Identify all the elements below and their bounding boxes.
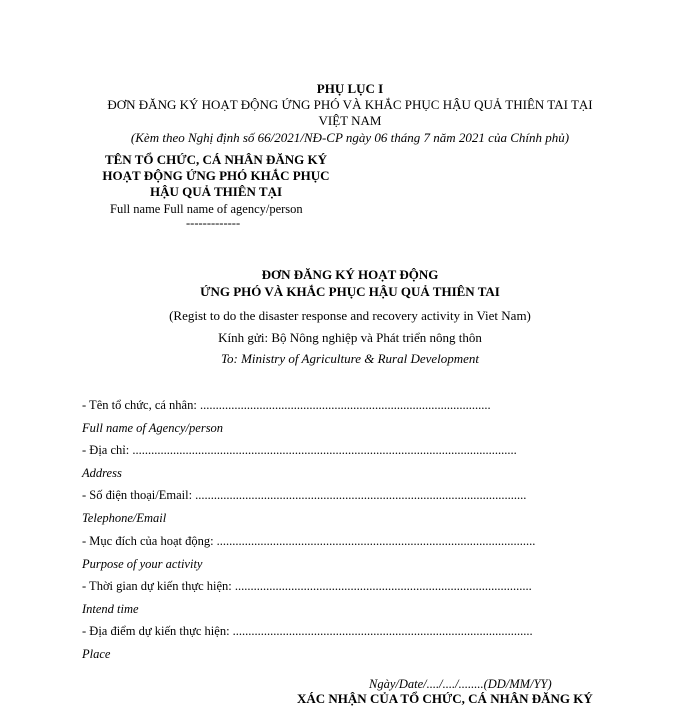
- field-intended-time[interactable]: - Thời gian dự kiến thực hiện: ...............................................................................................: [82, 579, 532, 593]
- field-address-english: Address: [82, 466, 122, 480]
- field-organization-name[interactable]: - Tên tổ chức, cá nhân: .............................................................................................: [82, 398, 491, 412]
- organization-name-line-2: HOẠT ĐỘNG ỨNG PHÓ KHẮC PHỤC: [102, 168, 330, 183]
- organization-name-line-3: HẬU QUẢ THIÊN TẠI: [149, 184, 283, 199]
- form-title-line-2: ỨNG PHÓ VÀ KHẮC PHỤC HẬU QUẢ THIÊN TAI: [200, 284, 500, 299]
- form-title-english: (Regist to do the disaster response and recovery activity in Viet Nam): [169, 308, 531, 323]
- field-organization-name-english: Full name of Agency/person: [82, 421, 224, 435]
- organization-divider: -------------: [186, 216, 241, 230]
- recipient-line: Kính gửi: Bộ Nông nghiệp và Phát triển nông thôn: [218, 330, 482, 345]
- confirmation-heading: XÁC NHẬN CỦA TỔ CHỨC, CÁ NHÂN ĐĂNG KÝ: [297, 691, 593, 706]
- date-line: Ngày/Date/..../..../........(DD/MM/YY): [369, 677, 552, 691]
- organization-english-label: Full name Full name of agency/person: [110, 202, 303, 216]
- form-title-line-1: ĐƠN ĐĂNG KÝ HOẠT ĐỘNG: [261, 267, 439, 282]
- field-address[interactable]: - Địa chỉ: ...........................................................................................................................: [82, 443, 517, 457]
- appendix-label: PHỤ LỤC I: [316, 81, 384, 96]
- field-place-english: Place: [82, 647, 111, 661]
- organization-name-line-1: TÊN TỔ CHỨC, CÁ NHÂN ĐĂNG KÝ: [104, 152, 328, 167]
- field-purpose[interactable]: - Mục đích của hoạt động: ......................................................................................................: [82, 534, 536, 548]
- decree-note: (Kèm theo Nghị định số 66/2021/NĐ-CP ngày 06 tháng 7 năm 2021 của Chính phủ): [130, 130, 570, 145]
- field-purpose-english: Purpose of your activity: [82, 557, 203, 571]
- field-place[interactable]: - Địa điểm dự kiến thực hiện: ................................................................................................: [82, 624, 533, 638]
- field-intended-time-english: Intend time: [82, 602, 139, 616]
- field-phone-email[interactable]: - Số điện thoại/Email: ..........................................................................................................: [82, 488, 527, 502]
- document-title-line-1: ĐƠN ĐĂNG KÝ HOẠT ĐỘNG ỨNG PHÓ VÀ KHẮC PHỤC HẬU QUẢ THIÊN TAI TẠI: [107, 97, 593, 112]
- document-title-line-2: VIỆT NAM: [318, 113, 382, 128]
- recipient-english: To: Ministry of Agriculture & Rural Development: [220, 351, 480, 366]
- field-phone-email-english: Telephone/Email: [82, 511, 167, 525]
